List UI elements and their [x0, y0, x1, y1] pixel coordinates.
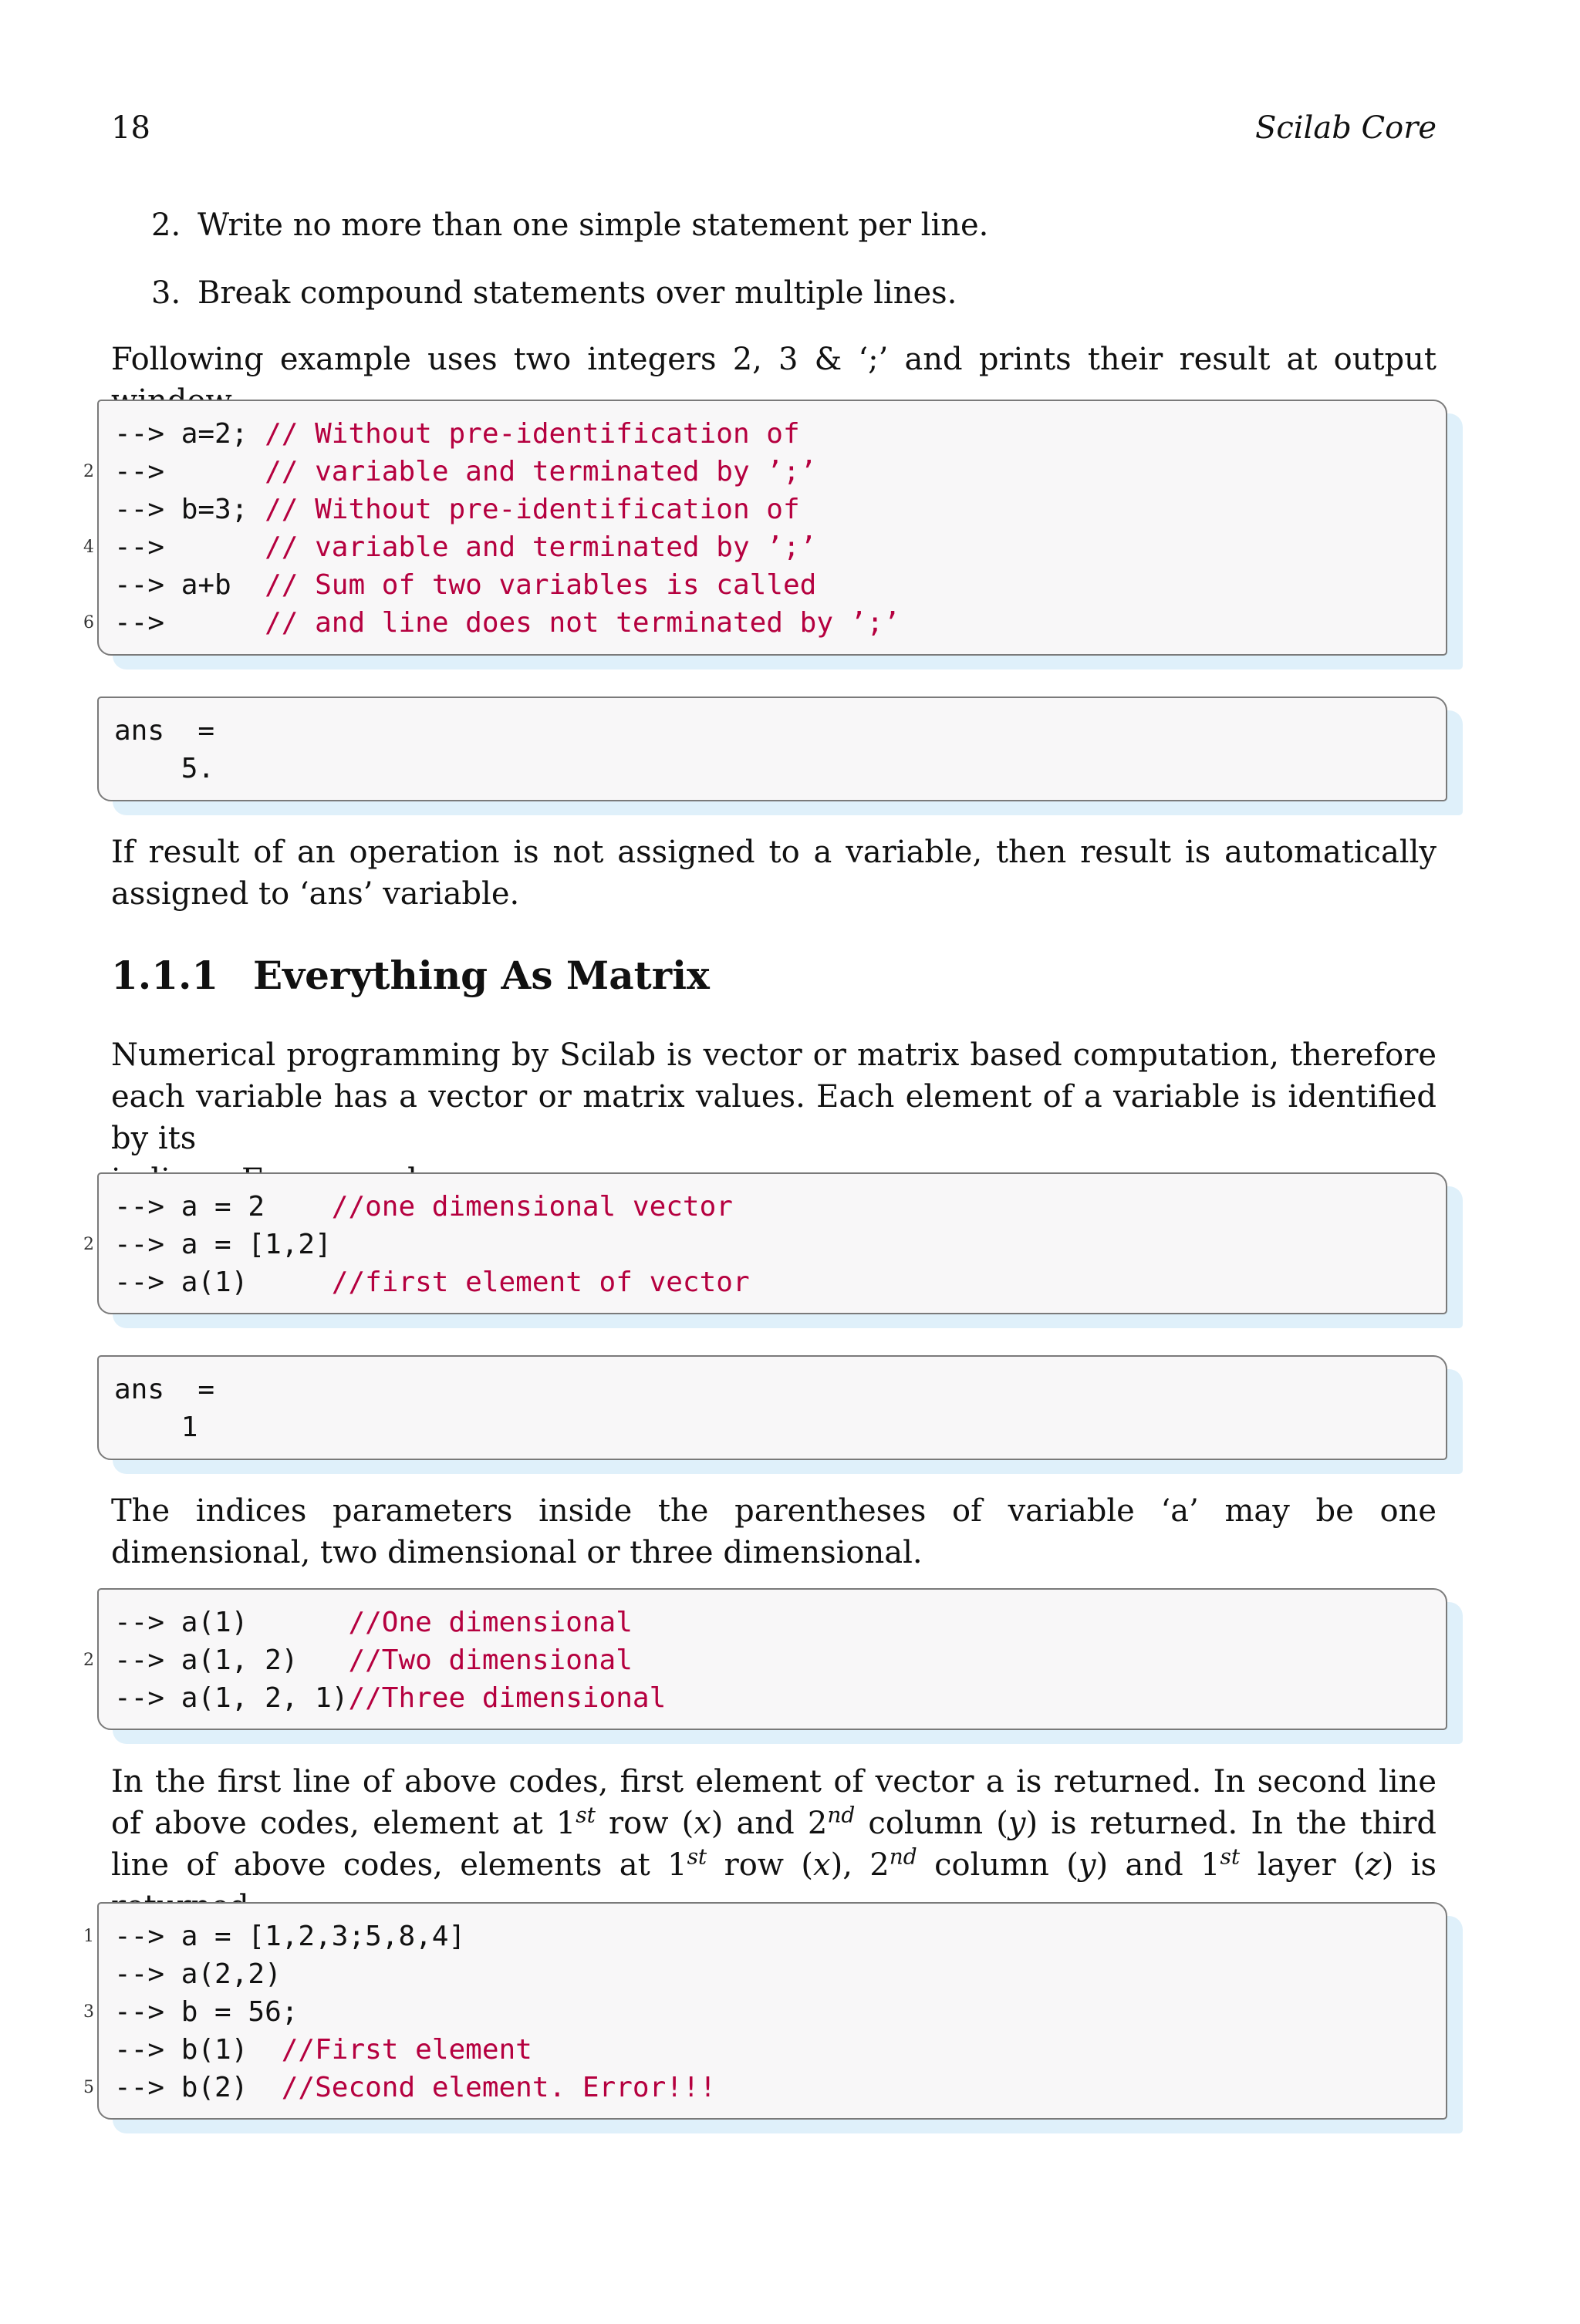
section-title: Everything As Matrix [253, 953, 710, 998]
code-text: --> a(1, 2) [114, 1644, 349, 1676]
code-line [83, 1641, 1438, 1679]
code-text: 5. [114, 753, 215, 784]
code-text: --> a(2,2) [114, 1958, 282, 1990]
code-comment: //Two dimensional [348, 1644, 633, 1676]
code-listing-2 [83, 1172, 1447, 1314]
code-comment: // Without pre-identification of [265, 494, 800, 525]
code-line [114, 1371, 1438, 1408]
code-text: ans = [114, 1374, 215, 1405]
paragraph-ans: If result of an operation is not assigned to a variable, then result is automatically assigned to ‘ans’ variable. [111, 835, 1437, 912]
code-line [83, 2069, 1438, 2106]
list-item-text: Write no more than one simple statement per line. [198, 207, 989, 243]
code-line [114, 415, 1438, 453]
code-text: --> [114, 607, 265, 639]
code-text: ans = [114, 715, 215, 747]
paragraph-explain: In the first line of above codes, first element of vector a is returned. In second line of above codes, element at 1st row (x) and 2nd column (y) is returned. In the third line of above codes, elements at 1st row (x), 2nd column (y) and 1st layer (z) is [111, 1764, 1437, 1883]
code-text: 1 [114, 1412, 198, 1443]
code-text: --> b = 56; [114, 1996, 299, 2028]
code-line [114, 2031, 1438, 2069]
code-line [114, 712, 1438, 750]
page-number: 18 [111, 110, 150, 146]
line-number: 4 [83, 538, 94, 557]
line-number: 2 [83, 462, 94, 481]
section-number: 1.1.1 [111, 953, 219, 998]
line-number: 3 [83, 2002, 94, 2022]
paragraph-matrix: Numerical programming by Scilab is vector or matrix based computation, therefore each variable has a vector or matrix values. Each element of a variable is identified by its [111, 1037, 1437, 1156]
code-text: --> a = [1,2,3;5,8,4] [114, 1921, 466, 1952]
code-line [83, 453, 1438, 491]
code-comment: //Second element. Error!!! [281, 2072, 717, 2103]
code-text: --> [114, 456, 265, 487]
code-line [83, 1226, 1438, 1263]
paragraph-indices: The indices parameters inside the parentheses of variable ‘a’ may be one dimensional, two dimensional or three dimensional. [111, 1493, 1437, 1570]
running-title: Scilab Core [1254, 110, 1437, 146]
line-number: 2 [83, 1235, 94, 1254]
code-line [114, 1263, 1438, 1301]
line-number: 2 [83, 1651, 94, 1670]
list-item-number: 3. [151, 275, 181, 311]
code-line [83, 528, 1438, 566]
line-number: 5 [83, 2078, 94, 2097]
code-comment: //one dimensional vector [331, 1191, 733, 1223]
code-line [83, 604, 1438, 642]
code-comment: // Without pre-identification of [265, 418, 800, 450]
code-line [114, 1679, 1438, 1717]
code-comment: // variable and terminated by ’;’ [265, 456, 817, 487]
section-heading [111, 953, 710, 998]
code-text: --> a(1, 2, 1) [114, 1682, 349, 1714]
list-item [151, 207, 988, 244]
line-number: 6 [83, 613, 94, 632]
code-line [114, 491, 1438, 528]
code-output-1 [97, 697, 1447, 801]
list-item-number: 2. [151, 207, 181, 243]
code-comment: // Sum of two variables is called [265, 569, 817, 601]
paragraph-intro: Following example uses two integers 2, 3 & ‘;’ and prints their result at output [111, 342, 1437, 377]
code-text: --> b(1) [114, 2034, 282, 2066]
code-output-2 [97, 1355, 1447, 1460]
code-text: --> a+b [114, 569, 265, 601]
code-listing-1 [83, 400, 1447, 656]
code-line [114, 566, 1438, 604]
code-comment: //First element [281, 2034, 532, 2066]
code-comment: //Three dimensional [348, 1682, 667, 1714]
code-comment: //One dimensional [348, 1607, 633, 1638]
code-line [114, 1955, 1438, 1993]
code-listing-3 [83, 1588, 1447, 1730]
code-comment: //first element of vector [331, 1267, 750, 1298]
code-text: --> b(2) [114, 2072, 282, 2103]
page-header [111, 110, 1437, 147]
code-line [114, 1408, 1438, 1446]
line-number: 1 [83, 1927, 94, 1946]
code-text: --> a = 2 [114, 1191, 332, 1223]
code-listing-4 [83, 1902, 1447, 2120]
code-text: --> a=2; [114, 418, 265, 450]
code-text: --> a(1) [114, 1267, 332, 1298]
code-text: --> a = [1,2] [114, 1229, 332, 1260]
code-text: --> b=3; [114, 494, 265, 525]
code-text: --> [114, 531, 265, 563]
code-text: --> a(1) [114, 1607, 349, 1638]
code-line [83, 1918, 1438, 1955]
code-line [114, 1604, 1438, 1641]
list-item [151, 275, 957, 312]
code-line [114, 750, 1438, 788]
code-comment: // variable and terminated by ’;’ [265, 531, 817, 563]
code-line [83, 1993, 1438, 2031]
code-line [114, 1188, 1438, 1226]
list-item-text: Break compound statements over multiple lines. [198, 275, 957, 311]
code-comment: // and line does not terminated by ’;’ [265, 607, 900, 639]
